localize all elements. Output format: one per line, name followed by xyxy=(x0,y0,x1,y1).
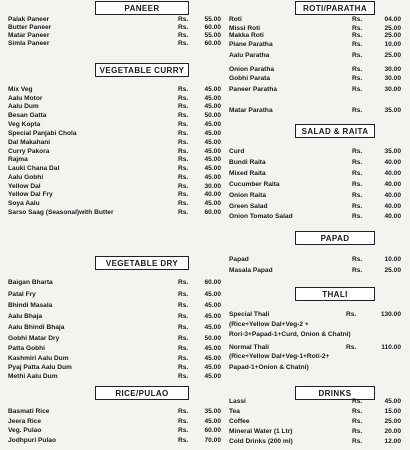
section-header-thali: THALI xyxy=(295,287,375,301)
menu-item-name: Gobhi Parata xyxy=(229,75,271,82)
menu-item-price: 55.00 xyxy=(204,16,221,23)
menu-item-price: 40.00 xyxy=(384,203,401,210)
currency-label: Rs. xyxy=(352,148,363,155)
menu-item-price: 45.00 xyxy=(204,174,221,181)
currency-label: Rs. xyxy=(178,174,189,181)
menu-item-price: 10.00 xyxy=(384,41,401,48)
currency-label: Rs. xyxy=(178,355,189,362)
menu-item-price: 25.00 xyxy=(384,267,401,274)
currency-label: Rs. xyxy=(352,75,363,82)
menu-item-name: Baigan Bharta xyxy=(8,279,53,286)
menu-item-name: Jeera Rice xyxy=(8,418,41,425)
currency-label: Rs. xyxy=(178,373,189,380)
menu-item-name: Onion Tomato Salad xyxy=(229,213,293,220)
currency-label: Rs. xyxy=(352,86,363,93)
menu-item-price: 35.00 xyxy=(384,107,401,114)
currency-label: Rs. xyxy=(352,428,363,435)
menu-item-name: Aalu Dum xyxy=(8,103,39,110)
menu-item-name: Papad xyxy=(229,256,249,263)
menu-item-price: 45.00 xyxy=(204,121,221,128)
section-header-rice-pulao: RICE/PULAO xyxy=(95,386,189,400)
menu-item-name: Dal Makahani xyxy=(8,139,51,146)
currency-label: Rs. xyxy=(178,324,189,331)
currency-label: Rs. xyxy=(178,364,189,371)
currency-label: Rs. xyxy=(178,183,189,190)
menu-item-name: Lassi xyxy=(229,398,246,405)
menu-item-price: 40.00 xyxy=(384,181,401,188)
menu-item-price: 45.00 xyxy=(204,156,221,163)
menu-item-name: Aalu Paratha xyxy=(229,52,270,59)
menu-item-name: (Rice+Yellow Dal+Veg-1+Roti-2+ xyxy=(229,353,330,360)
section-header-vegetable-dry: VEGETABLE DRY xyxy=(95,256,189,270)
menu-item-price: 45.00 xyxy=(204,324,221,331)
currency-label: Rs. xyxy=(178,418,189,425)
menu-item-name: Soya Aalu xyxy=(8,200,40,207)
currency-label: Rs. xyxy=(178,148,189,155)
currency-label: Rs. xyxy=(178,121,189,128)
menu-item-name: Pyaj Patta Aalu Dum xyxy=(8,364,72,371)
currency-label: Rs. xyxy=(346,311,357,318)
menu-item-name: Aalu Gobhi xyxy=(8,174,44,181)
currency-label: Rs. xyxy=(352,159,363,166)
menu-item-price: 110.00 xyxy=(381,344,401,351)
menu-item-name: Special Thali xyxy=(229,311,270,318)
currency-label: Rs. xyxy=(178,156,189,163)
menu-item-name: Tea xyxy=(229,408,240,415)
currency-label: Rs. xyxy=(178,165,189,172)
currency-label: Rs. xyxy=(352,32,363,39)
menu-item-price: 60.00 xyxy=(204,427,221,434)
menu-item-name: Lauki Chana Dal xyxy=(8,165,60,172)
currency-label: Rs. xyxy=(178,313,189,320)
menu-item-price: 25.00 xyxy=(384,25,401,32)
menu-item-name: Palak Paneer xyxy=(8,16,50,23)
currency-label: Rs. xyxy=(178,302,189,309)
menu-item-price: 40.00 xyxy=(384,170,401,177)
menu-item-name: Yellow Dal Fry xyxy=(8,191,53,198)
menu-item-price: 130.00 xyxy=(380,311,401,318)
menu-item-name: Methi Aalu Dum xyxy=(8,373,58,380)
menu-item-name: Aalu Bhaja xyxy=(8,313,43,320)
menu-item-price: 40.00 xyxy=(384,213,401,220)
currency-label: Rs. xyxy=(352,52,363,59)
menu-item-price: 70.00 xyxy=(204,437,221,444)
currency-label: Rs. xyxy=(178,427,189,434)
currency-label: Rs. xyxy=(352,398,363,405)
currency-label: Rs. xyxy=(352,16,363,23)
menu-item-name: Papad-1+Onion & Chatni) xyxy=(229,364,309,371)
currency-label: Rs. xyxy=(352,25,363,32)
menu-item-name: Matar Paneer xyxy=(8,32,50,39)
menu-item-name: Onion Raita xyxy=(229,192,266,199)
menu-item-name: Curd xyxy=(229,148,245,155)
currency-label: Rs. xyxy=(352,170,363,177)
menu-item-name: Matar Paratha xyxy=(229,107,273,114)
menu-item-price: 12.00 xyxy=(384,438,401,445)
section-header-roti-paratha: ROTI/PARATHA xyxy=(295,1,375,15)
menu-item-name: Bhindi Masala xyxy=(8,302,53,309)
menu-item-name: Basmati Rice xyxy=(8,408,50,415)
currency-label: Rs. xyxy=(346,344,357,351)
currency-label: Rs. xyxy=(178,408,189,415)
menu-item-price: 04.00 xyxy=(384,16,401,23)
menu-item-price: 25.00 xyxy=(384,418,401,425)
menu-item-price: 45.00 xyxy=(204,148,221,155)
menu-item-price: 45.00 xyxy=(204,165,221,172)
menu-item-price: 30.00 xyxy=(384,75,401,82)
currency-label: Rs. xyxy=(178,112,189,119)
currency-label: Rs. xyxy=(178,345,189,352)
menu-item-price: 45.00 xyxy=(204,345,221,352)
menu-item-name: Onion Paratha xyxy=(229,66,275,73)
menu-item-price: 45.00 xyxy=(384,398,401,405)
menu-item-name: Coffee xyxy=(229,418,250,425)
menu-item-price: 35.00 xyxy=(204,408,221,415)
currency-label: Rs. xyxy=(352,408,363,415)
currency-label: Rs. xyxy=(178,16,189,23)
menu-item-price: 40.00 xyxy=(384,159,401,166)
menu-item-price: 60.00 xyxy=(204,279,221,286)
menu-item-name: Kashmiri Aalu Dum xyxy=(8,355,69,362)
menu-item-price: 45.00 xyxy=(204,130,221,137)
currency-label: Rs. xyxy=(178,200,189,207)
currency-label: Rs. xyxy=(352,107,363,114)
menu-item-name: Aalu Bhindi Bhaja xyxy=(8,324,65,331)
menu-item-name: Roti xyxy=(229,16,242,23)
menu-item-price: 45.00 xyxy=(204,103,221,110)
menu-item-name: Cucumber Raita xyxy=(229,181,280,188)
menu-item-price: 45.00 xyxy=(204,139,221,146)
currency-label: Rs. xyxy=(178,139,189,146)
currency-label: Rs. xyxy=(178,103,189,110)
menu-item-price: 45.00 xyxy=(204,418,221,425)
menu-item-price: 30.00 xyxy=(384,66,401,73)
menu-item-price: 60.00 xyxy=(204,40,221,47)
menu-item-name: Mineral Water (1 Ltr) xyxy=(229,428,293,435)
menu-item-price: 45.00 xyxy=(204,291,221,298)
currency-label: Rs. xyxy=(352,438,363,445)
menu-item-name: Rori-3+Papad-1+Curd, Onion & Chatni) xyxy=(229,331,351,338)
currency-label: Rs. xyxy=(178,86,189,93)
currency-label: Rs. xyxy=(178,95,189,102)
menu-item-name: Mix Veg xyxy=(8,86,33,93)
menu-item-price: 55.00 xyxy=(204,32,221,39)
menu-item-price: 45.00 xyxy=(204,95,221,102)
menu-item-name: Veg. Pulao xyxy=(8,427,42,434)
menu-item-price: 45.00 xyxy=(204,86,221,93)
currency-label: Rs. xyxy=(352,203,363,210)
currency-label: Rs. xyxy=(352,213,363,220)
menu-item-price: 40.00 xyxy=(204,191,221,198)
menu-item-name: Patta Gobhi xyxy=(8,345,45,352)
currency-label: Rs. xyxy=(178,437,189,444)
menu-item-price: 60.00 xyxy=(204,24,221,31)
section-header-drinks: DRINKS xyxy=(295,386,375,400)
menu-item-name: (Rice+Yellow Dal+Veg-2 + xyxy=(229,321,309,328)
currency-label: Rs. xyxy=(178,279,189,286)
currency-label: Rs. xyxy=(178,291,189,298)
currency-label: Rs. xyxy=(178,32,189,39)
section-header-papad: PAPAD xyxy=(295,231,375,245)
menu-item-name: Masala Papad xyxy=(229,267,273,274)
menu-item-name: Jodhpuri Pulao xyxy=(8,437,56,444)
menu-item-name: Sarso Saag (Seasonal)with Butter xyxy=(8,209,114,216)
menu-item-price: 45.00 xyxy=(204,373,221,380)
currency-label: Rs. xyxy=(178,24,189,31)
menu-item-price: 20.00 xyxy=(384,428,401,435)
currency-label: Rs. xyxy=(178,209,189,216)
menu-item-price: 30.00 xyxy=(384,86,401,93)
menu-item-price: 45.00 xyxy=(204,313,221,320)
menu-item-price: 15.00 xyxy=(384,408,401,415)
menu-item-name: Gobhi Matar Dry xyxy=(8,335,60,342)
menu-item-name: Paneer Paratha xyxy=(229,86,278,93)
currency-label: Rs. xyxy=(352,192,363,199)
menu-item-name: Missi Roti xyxy=(229,25,261,32)
menu-item-price: 25.00 xyxy=(384,52,401,59)
menu-item-price: 50.00 xyxy=(204,112,221,119)
currency-label: Rs. xyxy=(178,191,189,198)
menu-item-price: 45.00 xyxy=(204,355,221,362)
menu-item-name: Simla Paneer xyxy=(8,40,50,47)
menu-item-name: Makka Roti xyxy=(229,32,264,39)
menu-item-name: Besan Gatta xyxy=(8,112,47,119)
menu-item-price: 45.00 xyxy=(204,200,221,207)
menu-item-price: 35.00 xyxy=(384,148,401,155)
menu-item-name: Yellow Dal xyxy=(8,183,41,190)
currency-label: Rs. xyxy=(352,41,363,48)
menu-item-price: 30.00 xyxy=(204,183,221,190)
menu-item-name: Butter Paneer xyxy=(8,24,52,31)
menu-item-name: Aalu Motor xyxy=(8,95,43,102)
menu-item-name: Rajma xyxy=(8,156,28,163)
menu-item-name: Veg Kopta xyxy=(8,121,41,128)
menu-item-name: Bundi Raita xyxy=(229,159,266,166)
menu-item-name: Mixed Raita xyxy=(229,170,266,177)
menu-item-price: 10.00 xyxy=(384,256,401,263)
section-header-vegetable-curry: VEGETABLE CURRY xyxy=(95,63,189,77)
currency-label: Rs. xyxy=(352,267,363,274)
menu-item-name: Normal Thali xyxy=(229,344,269,351)
currency-label: Rs. xyxy=(352,418,363,425)
menu-item-price: 25.00 xyxy=(384,32,401,39)
currency-label: Rs. xyxy=(352,256,363,263)
currency-label: Rs. xyxy=(352,66,363,73)
menu-item-price: 40.00 xyxy=(384,192,401,199)
menu-item-price: 50.00 xyxy=(204,335,221,342)
currency-label: Rs. xyxy=(178,130,189,137)
menu-item-name: Special Panjabi Chola xyxy=(8,130,77,137)
currency-label: Rs. xyxy=(178,40,189,47)
menu-item-name: Plane Paratha xyxy=(229,41,273,48)
menu-item-name: Green Salad xyxy=(229,203,268,210)
section-header-salad-raita: SALAD & RAITA xyxy=(295,124,375,138)
menu-item-name: Patal Fry xyxy=(8,291,36,298)
menu-item-name: Cold Drinks (200 ml) xyxy=(229,438,293,445)
menu-item-price: 60.00 xyxy=(204,209,221,216)
menu-item-price: 45.00 xyxy=(204,364,221,371)
menu-item-name: Curry Pakora xyxy=(8,148,50,155)
currency-label: Rs. xyxy=(352,181,363,188)
menu-item-price: 45.00 xyxy=(204,302,221,309)
section-header-paneer: PANEER xyxy=(95,1,189,15)
currency-label: Rs. xyxy=(178,335,189,342)
